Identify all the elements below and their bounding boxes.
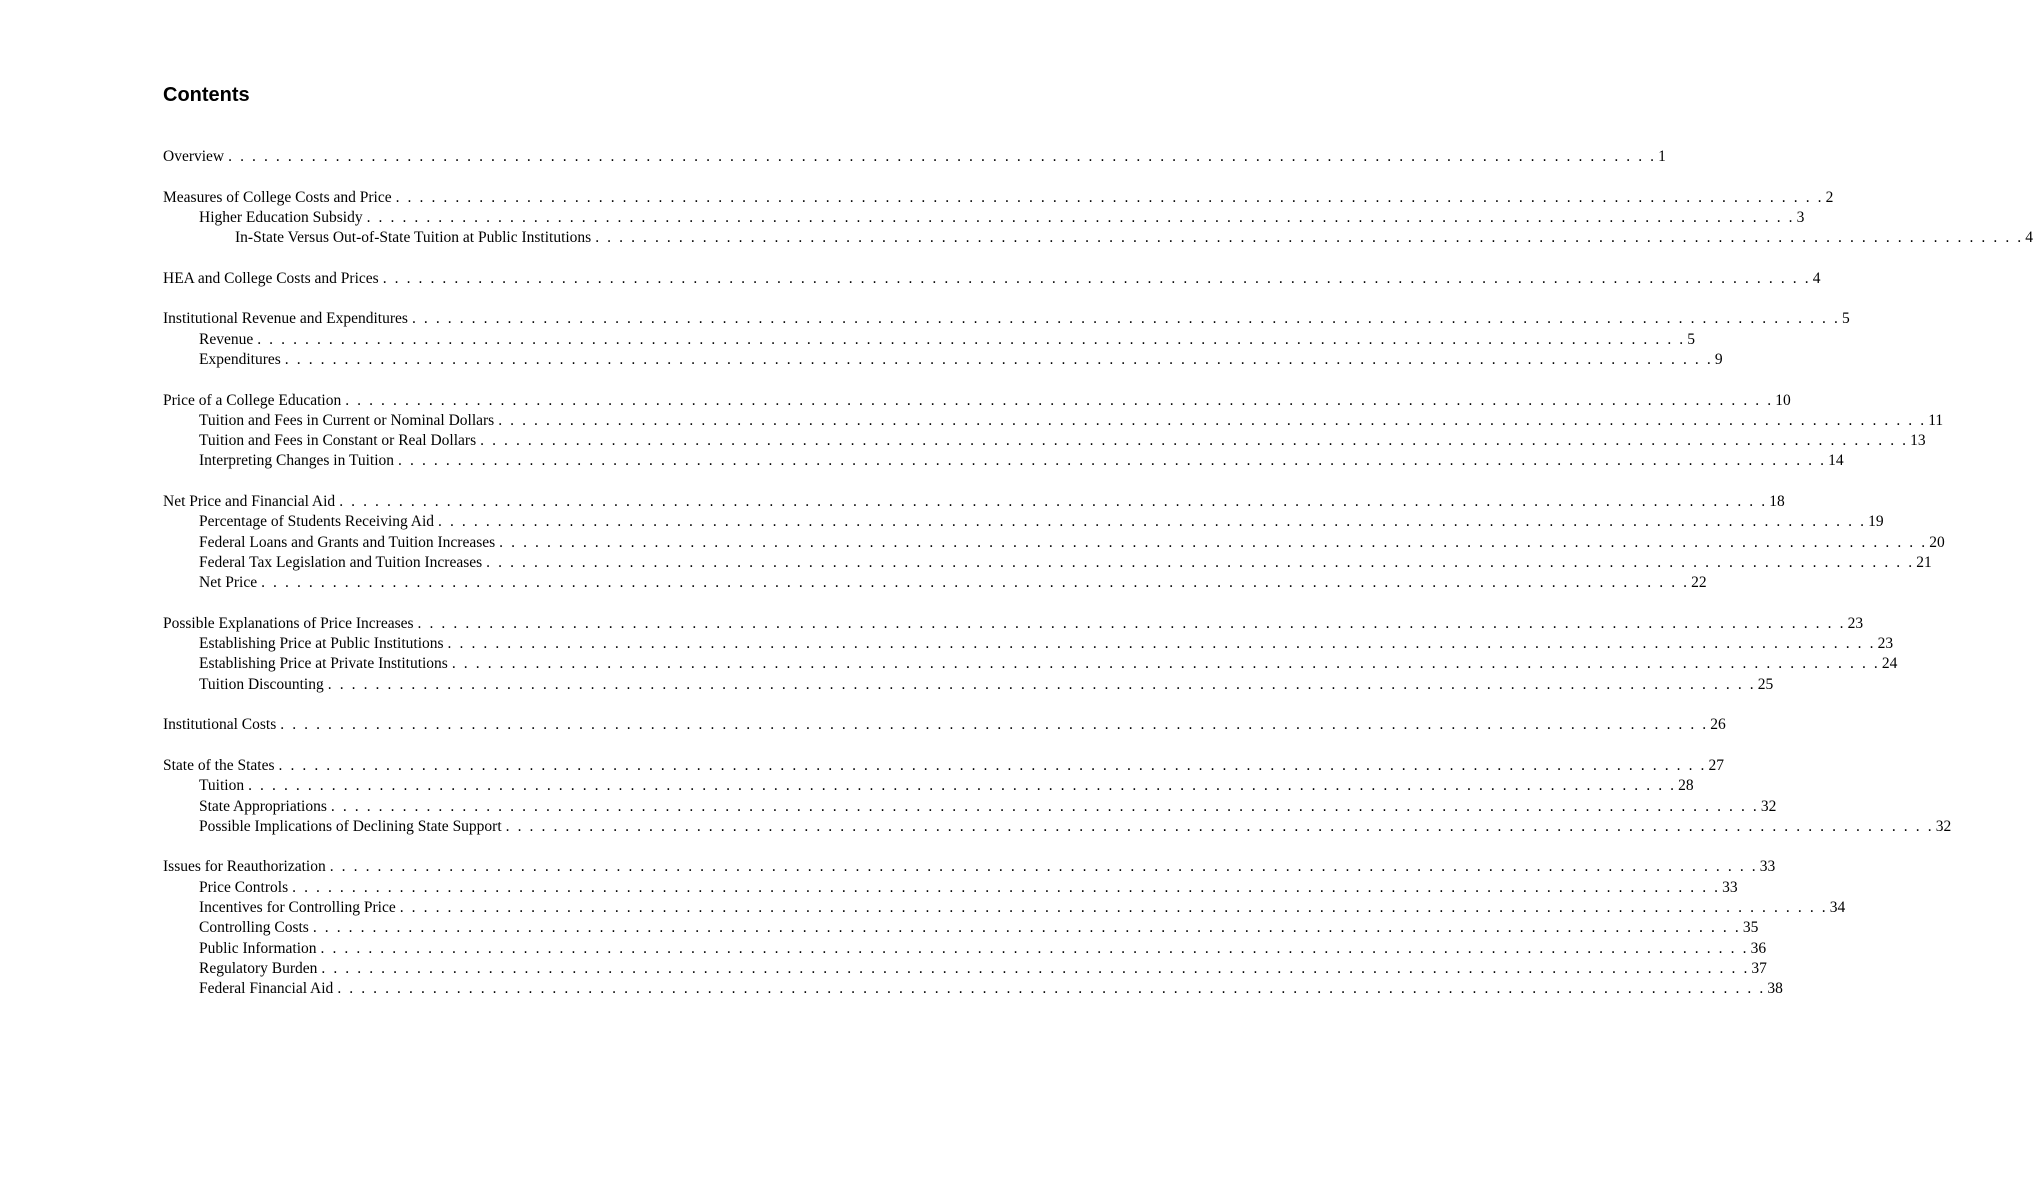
toc-entry-title: Institutional Costs xyxy=(163,716,277,734)
toc-entry-title: Net Price and Financial Aid xyxy=(163,493,336,511)
toc-entry[interactable] xyxy=(163,208,1805,228)
toc-entry-title: Controlling Costs xyxy=(199,919,309,937)
toc-entry-page-number: 25 xyxy=(1757,675,1774,693)
toc-entry-page-number: 11 xyxy=(1928,411,1944,429)
toc-entry-page-number: 5 xyxy=(1841,310,1850,328)
toc-entry-title: Federal Tax Legislation and Tuition Increases xyxy=(199,553,483,571)
toc-entry-page-number: 38 xyxy=(1767,980,1783,998)
dot-leader: . . . . . . . . . . . . . . . . . . . . . . . . . . . . . . . . . . . . . . . . . . . . . . . . . . . . . . . . . . . . . . . . . . . . . . . . . . . . . . . . . . . . . . . . . . . . . . . . . . . . . . . . . . . . . . . . . . . . . . . . xyxy=(292,878,1721,896)
toc-entry[interactable] xyxy=(163,654,1898,674)
dot-leader: . . . . . . . . . . . . . . . . . . . . . . . . . . . . . . . . . . . . . . . . . . . . . . . . . . . . . . . . . . . . . . . . . . . . . . . . . . . . . . . . . . . . . . . . . . . . . . . . . . . . . . . . . . . . . . . . . . . . . . . . xyxy=(398,452,1827,470)
toc-entry-page-number: 26 xyxy=(1710,716,1726,734)
dot-leader: . . . . . . . . . . . . . . . . . . . . . . . . . . . . . . . . . . . . . . . . . . . . . . . . . . . . . . . . . . . . . . . . . . . . . . . . . . . . . . . . . . . . . . . . . . . . . . . . . . . . . . . . . . . . . . . . . . . . . . . . xyxy=(321,959,1750,977)
toc-entry-page-number: 9 xyxy=(1714,350,1723,368)
dot-leader: . . . . . . . . . . . . . . . . . . . . . . . . . . . . . . . . . . . . . . . . . . . . . . . . . . . . . . . . . . . . . . . . . . . . . . . . . . . . . . . . . . . . . . . . . . . . . . . . . . . . . . . . . . . . . . . . . . . . . . . . xyxy=(339,493,1768,511)
dot-leader: . . . . . . . . . . . . . . . . . . . . . . . . . . . . . . . . . . . . . . . . . . . . . . . . . . . . . . . . . . . . . . . . . . . . . . . . . . . . . . . . . . . . . . . . . . . . . . . . . . . . . . . . . . . . . . . . . . . . . . . . xyxy=(382,269,1811,287)
dot-leader: . . . . . . . . . . . . . . . . . . . . . . . . . . . . . . . . . . . . . . . . . . . . . . . . . . . . . . . . . . . . . . . . . . . . . . . . . . . . . . . . . . . . . . . . . . . . . . . . . . . . . . . . . . . . . . . . . . . . . . . . xyxy=(261,574,1690,592)
toc-entry[interactable] xyxy=(163,147,1666,167)
dot-leader: . . . . . . . . . . . . . . . . . . . . . . . . . . . . . . . . . . . . . . . . . . . . . . . . . . . . . . . . . . . . . . . . . . . . . . . . . . . . . . . . . . . . . . . . . . . . . . . . . . . . . . . . . . . . . . . . . . . . . . . . xyxy=(486,553,1915,571)
toc-entry[interactable] xyxy=(163,330,1696,350)
toc-entry[interactable] xyxy=(163,878,1738,898)
page-title: Contents xyxy=(163,84,250,106)
toc-entry-title: Establishing Price at Public Institutions xyxy=(199,635,444,653)
dot-leader: . . . . . . . . . . . . . . . . . . . . . . . . . . . . . . . . . . . . . . . . . . . . . . . . . . . . . . . . . . . . . . . . . . . . . . . . . . . . . . . . . . . . . . . . . . . . . . . . . . . . . . . . . . . . . . . . . . . . . . . . xyxy=(399,898,1828,916)
dot-leader: . . . . . . . . . . . . . . . . . . . . . . . . . . . . . . . . . . . . . . . . . . . . . . . . . . . . . . . . . . . . . . . . . . . . . . . . . . . . . . . . . . . . . . . . . . . . . . . . . . . . . . . . . . . . . . . . . . . . . . . . xyxy=(228,148,1657,165)
toc-entry[interactable] xyxy=(163,979,1783,999)
toc-entry[interactable] xyxy=(163,411,1944,431)
dot-leader: . . . . . . . . . . . . . . . . . . . . . . . . . . . . . . . . . . . . . . . . . . . . . . . . . . . . . . . . . . . . . . . . . . . . . . . . . . . . . . . . . . . . . . . . . . . . . . . . . . . . . . . . . . . . . . . . . . . . . . . . xyxy=(480,432,1909,450)
toc-entry-page-number: 32 xyxy=(1760,797,1777,815)
toc-entry-page-number: 33 xyxy=(1722,878,1738,896)
dot-leader: . . . . . . . . . . . . . . . . . . . . . . . . . . . . . . . . . . . . . . . . . . . . . . . . . . . . . . . . . . . . . . . . . . . . . . . . . . . . . . . . . . . . . . . . . . . . . . . . . . . . . . . . . . . . . . . . . . . . . . . . xyxy=(411,310,1840,328)
toc-entry-page-number: 23 xyxy=(1877,635,1894,653)
toc-entry[interactable] xyxy=(163,533,1945,553)
dot-leader: . . . . . . . . . . . . . . . . . . . . . . . . . . . . . . . . . . . . . . . . . . . . . . . . . . . . . . . . . . . . . . . . . . . . . . . . . . . . . . . . . . . . . . . . . . . . . . . . . . . . . . . . . . . . . . . . . . . . . . . . xyxy=(278,756,1707,774)
dot-leader: . . . . . . . . . . . . . . . . . . . . . . . . . . . . . . . . . . . . . . . . . . . . . . . . . . . . . . . . . . . . . . . . . . . . . . . . . . . . . . . . . . . . . . . . . . . . . . . . . . . . . . . . . . . . . . . . . . . . . . . . xyxy=(417,614,1846,632)
toc-entry[interactable] xyxy=(163,188,1834,208)
toc-entry-title: Interpreting Changes in Tuition xyxy=(199,452,395,470)
toc-entry[interactable] xyxy=(163,675,1774,695)
toc-entry-page-number: 35 xyxy=(1742,919,1759,937)
toc-entry[interactable] xyxy=(163,634,1894,654)
dot-leader: . . . . . . . . . . . . . . . . . . . . . . . . . . . . . . . . . . . . . . . . . . . . . . . . . . . . . . . . . . . . . . . . . . . . . . . . . . . . . . . . . . . . . . . . . . . . . . . . . . . . . . . . . . . . . . . . . . . . . . . . xyxy=(395,188,1824,206)
toc-entry-title: Public Information xyxy=(199,939,317,957)
toc-entry-title: Overview xyxy=(163,148,225,165)
toc-entry[interactable] xyxy=(163,512,1884,532)
toc-entry-page-number: 20 xyxy=(1929,533,1945,551)
dot-leader: . . . . . . . . . . . . . . . . . . . . . . . . . . . . . . . . . . . . . . . . . . . . . . . . . . . . . . . . . . . . . . . . . . . . . . . . . . . . . . . . . . . . . . . . . . . . . . . . . . . . . . . . . . . . . . . . . . . . . . . . xyxy=(337,980,1766,998)
toc-entry-title: Possible Explanations of Price Increases xyxy=(163,614,414,632)
dot-leader: . . . . . . . . . . . . . . . . . . . . . . . . . . . . . . . . . . . . . . . . . . . . . . . . . . . . . . . . . . . . . . . . . . . . . . . . . . . . . . . . . . . . . . . . . . . . . . . . . . . . . . . . . . . . . . . . . . . . . . . . xyxy=(312,919,1741,937)
dot-leader: . . . . . . . . . . . . . . . . . . . . . . . . . . . . . . . . . . . . . . . . . . . . . . . . . . . . . . . . . . . . . . . . . . . . . . . . . . . . . . . . . . . . . . . . . . . . . . . . . . . . . . . . . . . . . . . . . . . . . . . . xyxy=(447,635,1876,653)
toc-entry-title: Institutional Revenue and Expenditures xyxy=(163,310,408,328)
toc-entry-page-number: 23 xyxy=(1847,614,1864,632)
dot-leader: . . . . . . . . . . . . . . . . . . . . . . . . . . . . . . . . . . . . . . . . . . . . . . . . . . . . . . . . . . . . . . . . . . . . . . . . . . . . . . . . . . . . . . . . . . . . . . . . . . . . . . . . . . . . . . . . . . . . . . . . xyxy=(498,411,1927,429)
dot-leader: . . . . . . . . . . . . . . . . . . . . . . . . . . . . . . . . . . . . . . . . . . . . . . . . . . . . . . . . . . . . . . . . . . . . . . . . . . . . . . . . . . . . . . . . . . . . . . . . . . . . . . . . . . . . . . . . . . . . . . . . xyxy=(327,675,1756,693)
toc-entry[interactable] xyxy=(163,797,1777,817)
toc-entry-title: Tuition and Fees in Constant or Real Dollars xyxy=(199,432,477,450)
toc-entry-page-number: 2 xyxy=(1825,188,1834,206)
toc-entry[interactable] xyxy=(163,431,1926,451)
toc-entry-page-number: 1 xyxy=(1658,148,1666,165)
toc-entry[interactable] xyxy=(163,391,1791,411)
toc-entry-title: Regulatory Burden xyxy=(199,959,318,977)
toc-entry-page-number: 33 xyxy=(1759,858,1776,876)
toc-entry[interactable] xyxy=(163,269,1821,289)
dot-leader: . . . . . . . . . . . . . . . . . . . . . . . . . . . . . . . . . . . . . . . . . . . . . . . . . . . . . . . . . . . . . . . . . . . . . . . . . . . . . . . . . . . . . . . . . . . . . . . . . . . . . . . . . . . . . . . . . . . . . . . . xyxy=(451,655,1880,673)
dot-leader: . . . . . . . . . . . . . . . . . . . . . . . . . . . . . . . . . . . . . . . . . . . . . . . . . . . . . . . . . . . . . . . . . . . . . . . . . . . . . . . . . . . . . . . . . . . . . . . . . . . . . . . . . . . . . . . . . . . . . . . . xyxy=(330,797,1759,815)
toc-entry-page-number: 27 xyxy=(1708,756,1725,774)
toc-entry[interactable] xyxy=(163,959,1767,979)
toc-entry-title: Expenditures xyxy=(199,350,281,368)
toc-entry-title: Tuition Discounting xyxy=(199,675,324,693)
dot-leader: . . . . . . . . . . . . . . . . . . . . . . . . . . . . . . . . . . . . . . . . . . . . . . . . . . . . . . . . . . . . . . . . . . . . . . . . . . . . . . . . . . . . . . . . . . . . . . . . . . . . . . . . . . . . . . . . . . . . . . . . xyxy=(499,533,1928,551)
dot-leader: . . . . . . . . . . . . . . . . . . . . . . . . . . . . . . . . . . . . . . . . . . . . . . . . . . . . . . . . . . . . . . . . . . . . . . . . . . . . . . . . . . . . . . . . . . . . . . . . . . . . . . . . . . . . . . . . . . . . . . . . xyxy=(505,817,1934,835)
toc-entry-title: Tuition xyxy=(199,777,245,795)
toc-entry[interactable] xyxy=(163,918,1759,938)
toc-entry[interactable] xyxy=(163,898,1846,918)
toc-entry-page-number: 21 xyxy=(1916,553,1932,571)
toc-entry-page-number: 18 xyxy=(1769,493,1785,511)
toc-entry-page-number: 36 xyxy=(1750,939,1767,957)
toc-entry[interactable] xyxy=(163,776,1694,796)
toc-entry-title: Incentives for Controlling Price xyxy=(199,898,396,916)
toc-entry-title: Percentage of Students Receiving Aid xyxy=(199,513,435,531)
toc-entry[interactable] xyxy=(163,573,1707,593)
toc-entry-title: Net Price xyxy=(199,574,258,592)
toc-entry-page-number: 19 xyxy=(1868,513,1884,531)
toc-entry-page-number: 13 xyxy=(1910,432,1926,450)
toc-entry-title: Possible Implications of Declining State Support xyxy=(199,817,502,835)
dot-leader: . . . . . . . . . . . . . . . . . . . . . . . . . . . . . . . . . . . . . . . . . . . . . . . . . . . . . . . . . . . . . . . . . . . . . . . . . . . . . . . . . . . . . . . . . . . . . . . . . . . . . . . . . . . . . . . . . . . . . . . . xyxy=(284,350,1713,368)
toc-entry[interactable] xyxy=(163,350,1723,370)
toc-entry-page-number: 37 xyxy=(1751,959,1767,977)
dot-leader: . . . . . . . . . . . . . . . . . . . . . . . . . . . . . . . . . . . . . . . . . . . . . . . . . . . . . . . . . . . . . . . . . . . . . . . . . . . . . . . . . . . . . . . . . . . . . . . . . . . . . . . . . . . . . . . . . . . . . . . . xyxy=(248,777,1677,795)
toc-entry-title: Tuition and Fees in Current or Nominal Dollars xyxy=(199,411,495,429)
dot-leader: . . . . . . . . . . . . . . . . . . . . . . . . . . . . . . . . . . . . . . . . . . . . . . . . . . . . . . . . . . . . . . . . . . . . . . . . . . . . . . . . . . . . . . . . . . . . . . . . . . . . . . . . . . . . . . . . . . . . . . . . xyxy=(280,716,1709,734)
toc-entry-title: State of the States xyxy=(163,756,275,774)
toc-entry[interactable] xyxy=(163,939,1767,959)
toc-entry-title: Price of a College Education xyxy=(163,391,342,409)
toc-entry-title: Price Controls xyxy=(199,878,289,896)
toc-entry-page-number: 24 xyxy=(1881,655,1898,673)
toc-entry-page-number: 10 xyxy=(1775,391,1791,409)
toc-entry[interactable] xyxy=(163,309,1850,329)
dot-leader: . . . . . . . . . . . . . . . . . . . . . . . . . . . . . . . . . . . . . . . . . . . . . . . . . . . . . . . . . . . . . . . . . . . . . . . . . . . . . . . . . . . . . . . . . . . . . . . . . . . . . . . . . . . . . . . . . . . . . . . . xyxy=(345,391,1774,409)
toc-entry-page-number: 28 xyxy=(1678,777,1694,795)
toc-entry-title: Revenue xyxy=(199,330,254,348)
toc-entry[interactable] xyxy=(163,228,2033,248)
toc-entry-page-number: 14 xyxy=(1828,452,1844,470)
toc-entry[interactable] xyxy=(163,857,1776,877)
toc-entry-page-number: 4 xyxy=(2025,229,2033,247)
toc-entry-page-number: 5 xyxy=(1687,330,1696,348)
toc-entry[interactable] xyxy=(163,756,1725,776)
toc-entry-title: Federal Financial Aid xyxy=(199,980,334,998)
dot-leader: . . . . . . . . . . . . . . . . . . . . . . . . . . . . . . . . . . . . . . . . . . . . . . . . . . . . . . . . . . . . . . . . . . . . . . . . . . . . . . . . . . . . . . . . . . . . . . . . . . . . . . . . . . . . . . . . . . . . . . . . xyxy=(257,330,1686,348)
dot-leader: . . . . . . . . . . . . . . . . . . . . . . . . . . . . . . . . . . . . . . . . . . . . . . . . . . . . . . . . . . . . . . . . . . . . . . . . . . . . . . . . . . . . . . . . . . . . . . . . . . . . . . . . . . . . . . . . . . . . . . . . xyxy=(320,939,1749,957)
toc-entry[interactable] xyxy=(163,715,1726,735)
toc-entry-page-number: 4 xyxy=(1812,269,1821,287)
toc-entry-page-number: 32 xyxy=(1935,817,1952,835)
dot-leader: . . . . . . . . . . . . . . . . . . . . . . . . . . . . . . . . . . . . . . . . . . . . . . . . . . . . . . . . . . . . . . . . . . . . . . . . . . . . . . . . . . . . . . . . . . . . . . . . . . . . . . . . . . . . . . . . . . . . . . . . xyxy=(366,208,1795,226)
toc-entry[interactable] xyxy=(163,817,1952,837)
dot-leader: . . . . . . . . . . . . . . . . . . . . . . . . . . . . . . . . . . . . . . . . . . . . . . . . . . . . . . . . . . . . . . . . . . . . . . . . . . . . . . . . . . . . . . . . . . . . . . . . . . . . . . . . . . . . . . . . . . . . . . . . xyxy=(438,513,1867,531)
toc-entry-title: Federal Loans and Grants and Tuition Increases xyxy=(199,533,496,551)
toc-entry-title: State Appropriations xyxy=(199,797,327,815)
dot-leader: . . . . . . . . . . . . . . . . . . . . . . . . . . . . . . . . . . . . . . . . . . . . . . . . . . . . . . . . . . . . . . . . . . . . . . . . . . . . . . . . . . . . . . . . . . . . . . . . . . . . . . . . . . . . . . . . . . . . . . . . xyxy=(595,229,2024,247)
toc-entry-title: Issues for Reauthorization xyxy=(163,858,326,876)
toc-entry-title: In-State Versus Out-of-State Tuition at Public Institutions xyxy=(235,229,592,247)
toc-entry-title: Higher Education Subsidy xyxy=(199,208,363,226)
toc-entry[interactable] xyxy=(163,451,1844,471)
toc-entry[interactable] xyxy=(163,492,1785,512)
toc-entry-title: HEA and College Costs and Prices xyxy=(163,269,379,287)
dot-leader: . . . . . . . . . . . . . . . . . . . . . . . . . . . . . . . . . . . . . . . . . . . . . . . . . . . . . . . . . . . . . . . . . . . . . . . . . . . . . . . . . . . . . . . . . . . . . . . . . . . . . . . . . . . . . . . . . . . . . . . . xyxy=(329,858,1758,876)
toc-entry-page-number: 3 xyxy=(1796,208,1805,226)
table-of-contents xyxy=(163,147,2033,999)
toc-entry[interactable] xyxy=(163,553,1932,573)
toc-entry-page-number: 22 xyxy=(1691,574,1707,592)
toc-entry-page-number: 34 xyxy=(1829,898,1846,916)
toc-entry-title: Establishing Price at Private Institutions xyxy=(199,655,448,673)
toc-entry[interactable] xyxy=(163,614,1864,634)
toc-entry-title: Measures of College Costs and Price xyxy=(163,188,392,206)
